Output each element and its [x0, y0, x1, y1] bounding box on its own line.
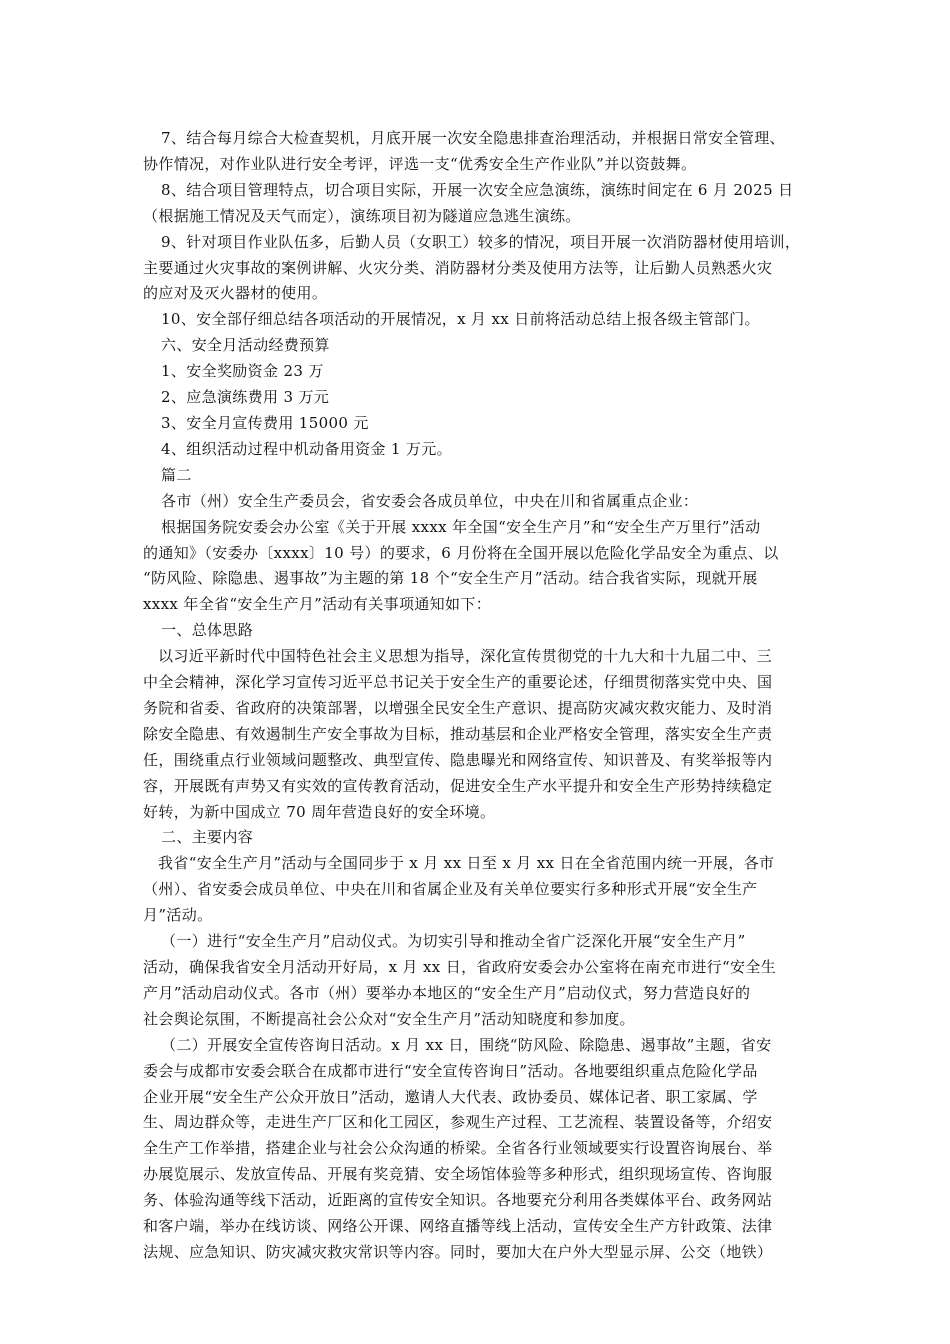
paragraph-line: 7、结合每月综合大检查契机，月底开展一次安全隐患排查治理活动，并根据日常安全管理、: [161, 129, 785, 147]
paragraph-line: 除安全隐患、有效遏制生产安全事故为目标，推动基层和企业严格安全管理，落实安全生产责: [143, 724, 773, 743]
paragraph-line: 务、体验沟通等线下活动，近距离的宣传安全知识。各地要充分利用各类媒体平台、政务网站: [143, 1191, 773, 1210]
paragraph-line: 以习近平新时代中国特色社会主义思想为指导，深化宣传贯彻党的十九大和十九届二中、三: [158, 647, 773, 666]
paragraph-line: 根据国务院安委会办公室《关于开展 xxxx 年全国“安全生产月”和“安全生产万里行”活动: [161, 517, 761, 536]
paragraph-line: 全生产工作举措，搭建企业与社会公众沟通的桥梁。全省各行业领域要实行设置咨询展台、举: [143, 1139, 773, 1158]
paragraph-line: 企业开展“安全生产公众开放日”活动，邀请人大代表、政协委员、媒体记者、职工家属、学: [143, 1087, 758, 1106]
paragraph-line: 中全会精神，深化学习宣传习近平总书记关于安全生产的重要论述，仔细贯彻落实党中央、国: [143, 673, 773, 692]
paragraph-line: 务院和省委、省政府的决策部署，以增强全民安全生产意识、提高防灾减灾救灾能力、及时消: [143, 698, 773, 717]
document-body: [143, 126, 823, 1266]
paragraph-line: 好转，为新中国成立 70 周年营造良好的安全环境。: [143, 802, 496, 821]
paragraph-line: 办展览展示、发放宣传品、开展有奖竞猜、安全场馆体验等多种形式，组织现场宣传、咨询服: [143, 1165, 773, 1184]
part-heading: 篇二: [161, 465, 192, 484]
paragraph-line: 活动，确保我省安全月活动开好局，x 月 xx 日，省政府安委会办公室将在南充市进行“安全生: [143, 958, 777, 976]
paragraph-line: （州）、省安委会成员单位、中央在川和省属企业及有关单位要实行多种形式开展“安全生产: [143, 880, 758, 899]
budget-item: 2、应急演练费用 3 万元: [161, 388, 330, 407]
section-heading: 六、安全月活动经费预算: [161, 336, 330, 355]
paragraph-line: xxxx 年全省“安全生产月”活动有关事项通知如下：: [143, 595, 492, 614]
budget-item: 4、组织活动过程中机动备用资金 1 万元。: [161, 439, 452, 458]
paragraph-line: 容，开展既有声势又有实效的宣传教育活动，促进安全生产水平提升和安全生产形势持续稳定: [143, 776, 773, 795]
paragraph-line: 月”活动。: [143, 906, 213, 925]
paragraph-line: 社会舆论氛围，不断提高社会公众对“安全生产月”活动知晓度和参加度。: [143, 1009, 635, 1028]
paragraph-line: 的应对及灭火器材的使用。: [143, 284, 328, 303]
salutation: 各市（州）安全生产委员会，省安委会各成员单位，中央在川和省属重点企业：: [161, 491, 699, 510]
paragraph-line: 和客户端，举办在线访谈、网络公开课、网络直播等线上活动，宣传安全生产方针政策、法律: [143, 1217, 773, 1236]
paragraph-line: （一）进行“安全生产月”启动仪式。为切实引导和推动全省广泛深化开展“安全生产月”: [161, 932, 746, 951]
paragraph-line: （二）开展安全宣传咨询日活动。x 月 xx 日，围绕“防风险、除隐患、遏事故”主题，省安: [161, 1035, 772, 1054]
paragraph-line: 主要通过火灾事故的案例讲解、火灾分类、消防器材分类及使用方法等，让后勤人员熟悉火灾: [143, 258, 773, 277]
paragraph-line: （根据施工情况及天气而定），演练项目初为隧道应急逃生演练。: [143, 206, 581, 225]
section-heading: 一、总体思路: [161, 621, 254, 640]
paragraph-line: 委会与成都市安委会联合在成都市进行“安全宣传咨询日”活动。各地要组织重点危险化学品: [143, 1061, 758, 1080]
paragraph-line: 10、安全部仔细总结各项活动的开展情况，x 月 xx 日前将活动总结上报各级主管部门。: [161, 310, 760, 329]
paragraph-line: 任，围绕重点行业领域问题整改、典型宣传、隐患曝光和网络宣传、知识普及、有奖举报等内: [143, 750, 773, 769]
paragraph-line: 协作情况，对作业队进行安全考评，评选一支“优秀安全生产作业队”并以资鼓舞。: [143, 154, 697, 173]
paragraph-line: 8、结合项目管理特点，切合项目实际，开展一次安全应急演练，演练时间定在 6 月 2025 日: [161, 180, 794, 199]
paragraph-line: 生、周边群众等，走进生产厂区和化工园区，参观生产过程、工艺流程、装置设备等，介绍安: [143, 1113, 773, 1132]
budget-item: 1、安全奖励资金 23 万: [161, 362, 324, 381]
paragraph-line: “防风险、除隐患、遏事故”为主题的第 18 个“安全生产月”活动。结合我省实际，现就开展: [143, 569, 758, 588]
paragraph-line: 法规、应急知识、防灾减灾救灾常识等内容。同时，要加大在户外大型显示屏、公交（地铁）: [143, 1242, 773, 1261]
budget-item: 3、安全月宣传费用 15000 元: [161, 413, 369, 432]
paragraph-line: 我省“安全生产月”活动与全国同步于 x 月 xx 日至 x 月 xx 日在全省范围内统一开展，各市: [158, 854, 775, 873]
paragraph-line: 9、针对项目作业队伍多，后勤人员（女职工）较多的情况，项目开展一次消防器材使用培训，: [161, 232, 801, 251]
section-heading: 二、主要内容: [161, 828, 254, 847]
paragraph-line: 的通知》（安委办〔xxxx〕10 号）的要求，6 月份将在全国开展以危险化学品安全为重点、以: [143, 543, 779, 562]
paragraph-line: 产月”活动启动仪式。各市（州）要举办本地区的“安全生产月”启动仪式，努力营造良好的: [143, 983, 751, 1002]
